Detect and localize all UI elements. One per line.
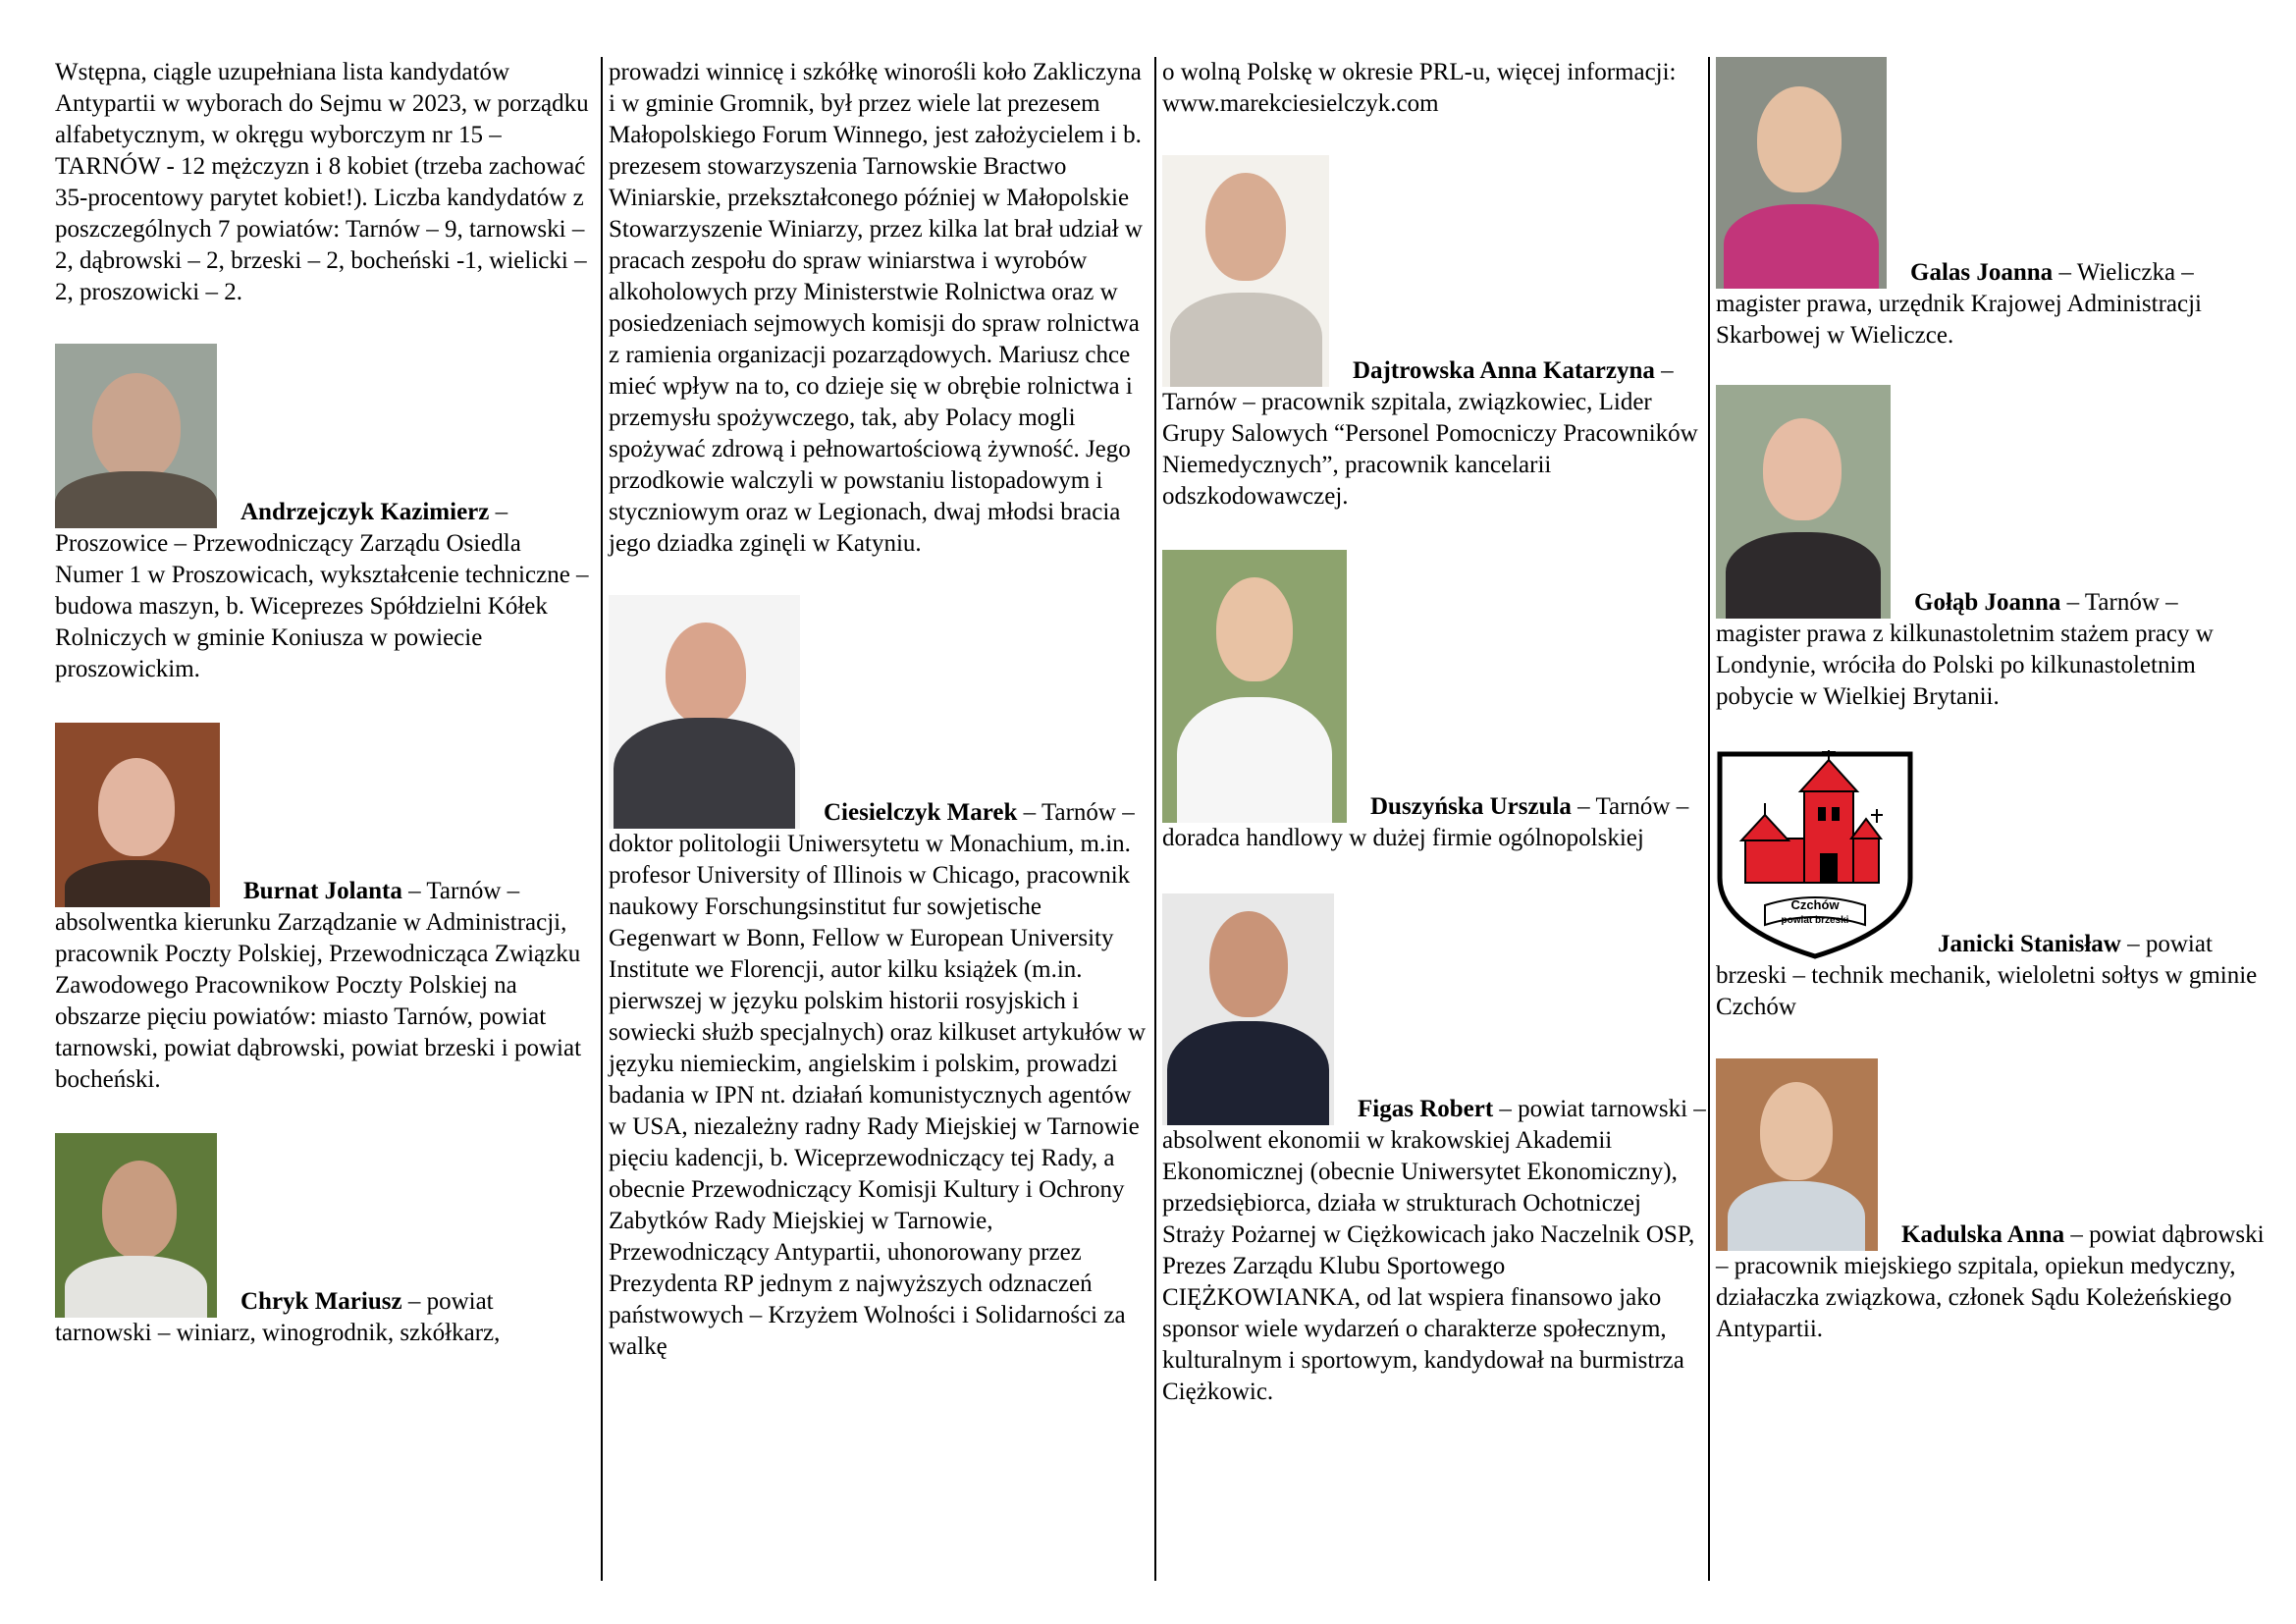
candidate-kadulska [1716,1058,2266,1345]
column-1 [55,57,595,1349]
intro-paragraph: Wstępna, ciągle uzupełniana lista kandydatów Antypartii w wyborach do Sejmu w 2023, w porządku alfabetycznym, w okręgu wyborczym nr 15 – TARNÓW - 12 mężczyzn i 8 kobiet (trzeba zachować 35-procentowy parytet kobiet!). Liczba kandydatów z poszczególnych 7 powiatów: Tarnów – 9, tarnowski – 2, dąbrowski – 2, brzeski – 2, bocheński -1, wielicki – 2, proszowicki – 2. [55,59,589,305]
candidate-photo [1162,550,1347,823]
candidate-description-continued: o wolną Polskę w okresie PRL-u, więcej informacji: www.marekciesielczyk.com [1162,59,1677,117]
column-divider-3 [1708,57,1710,1581]
candidate-description: – powiat tarnowski – winiarz, winogrodnik, szkółkarz, [55,1288,501,1346]
candidate-name: Ciesielczyk Marek [824,799,1018,826]
candidate-description: – powiat dąbrowski – pracownik miejskiego szpitala, opiekun medyczny, działaczka związkowa, członek Sądu Koleżeńskiego Antypartii. [1716,1221,2265,1342]
candidate-name: Dajtrowska Anna Katarzyna [1353,357,1655,384]
candidate-andrzejczyk [55,344,595,685]
candidate-photo [1716,57,1887,289]
candidate-name: Andrzejczyk Kazimierz [240,499,490,525]
candidate-description: – powiat brzeski – technik mechanik, wieloletni sołtys w gminie Czchów [1716,931,2258,1020]
candidate-photo [55,723,220,907]
candidate-description-continued: prowadzi winnicę i szkółkę winorośli koło Zakliczyna i w gminie Gromnik, był przez wiele lat prezesem Małopolskiego Forum Winnego, jest założycielem i b. prezesem stowarzyszenia Tarnowskie Bractwo Winiarskie, przekształconego później w Małopolskie Stowarzyszenie Winiarzy, przez kilka lat brał udział w pracach zespołu do spraw winiarstwa i wyrobów alkoholowych przy Ministerstwie Rolnictwa oraz w posiedzeniach sejmowych komisji do spraw rolnictwa z ramienia organizacji pozarządowych. Mariusz chce mieć wpływ na to, co dzieje się w obrębie rolnictwa i przemysłu spożywczego, tak, aby Polacy mogli spożywać zdrową i pełnowartościową żywność. Jego przodkowie walczyli w powstaniu listopadowym i styczniowym oraz w Legionach, dwaj młodsi bracia jego dziadka zginęli w Katyniu. [609,59,1143,557]
candidate-janicki [1716,750,2266,1023]
candidate-description: – Tarnów – pracownik szpitala, związkowiec, Lider Grupy Salowych “Personel Pomocniczy Pracowników Niemedycznych”, pracownik kancelarii odszkodowawczej. [1162,357,1698,510]
candidate-name: Figas Robert [1358,1096,1494,1122]
candidate-photo [1162,893,1334,1125]
candidate-description: – Proszowice – Przewodniczący Zarządu Osiedla Numer 1 w Proszowicach, wykształcenie techniczne – budowa maszyn, b. Wiceprezes Spółdzielni Kółek Rolniczych w gminie Koniusza w powiecie proszowickim. [55,499,589,682]
column-divider-1 [601,57,603,1581]
candidate-name: Janicki Stanisław [1938,931,2121,957]
candidate-ciesielczyk [609,595,1153,1363]
candidate-figas [1162,893,1707,1408]
candidate-description: – Tarnów – magister prawa z kilkunastoletnim stażem pracy w Londynie, wróciła do Polski po kilkunastoletnim pobycie w Wielkiej Brytanii. [1716,589,2214,710]
candidate-description: – Tarnów – doradca handlowy w dużej firmie ogólnopolskiej [1162,793,1689,851]
candidate-description: – Wieliczka – magister prawa, urzędnik Krajowej Administracji Skarbowej w Wieliczce. [1716,259,2202,349]
candidate-golab [1716,385,2266,713]
candidate-duszynska [1162,550,1707,854]
candidate-name: Kadulska Anna [1901,1221,2065,1248]
candidate-name: Chryk Mariusz [240,1288,402,1315]
candidate-galas [1716,57,2266,352]
crest-label-1: Czchów [1790,897,1840,912]
column-3 [1162,57,1707,1408]
column-2 [609,57,1153,1363]
column-4 [1716,57,2266,1345]
candidate-name: Gołąb Joanna [1914,589,2061,616]
candidate-name: Galas Joanna [1910,259,2054,286]
candidate-description: – powiat tarnowski – absolwent ekonomii w krakowskiej Akademii Ekonomicznej (obecnie Uniwersytet Ekonomiczny), przedsiębiorca, działa w strukturach Ochotniczej Straży Pożarnej w Ciężkowicach jako Naczelnik OSP, Prezes Zarządu Klubu Sportowego CIĘŻKOWIANKA, od lat wspiera finansowo jako sponsor wiele wydarzeń o charakterze społecznym, kulturalnym i sportowym, kandydował na burmistrza Ciężkowic. [1162,1096,1706,1405]
candidate-photo [1716,385,1891,619]
candidate-photo [1716,1058,1878,1251]
candidate-dajtrowska [1162,155,1707,513]
candidate-photo [55,1133,217,1318]
candidate-name: Duszyńska Urszula [1370,793,1572,820]
candidate-burnat [55,723,595,1096]
candidate-chryk [55,1133,595,1349]
column-divider-2 [1154,57,1156,1581]
candidate-photo [609,595,800,829]
crest-label-2: powiat brzeski [1781,915,1849,926]
candidate-photo [1162,155,1329,387]
candidate-description: – Tarnów – absolwentka kierunku Zarządzanie w Administracji, pracownik Poczty Polskiej, Przewodnicząca Związku Zawodowego Pracownikow Poczty Polskiej na obszarze pięciu powiatów: miasto Tarnów, powiat tarnowski, powiat dąbrowski, powiat brzeski i powiat bocheński. [55,878,582,1093]
candidate-name: Burnat Jolanta [243,878,402,904]
candidate-photo [55,344,217,528]
czchow-coat-of-arms [1716,750,1914,960]
candidate-description: – Tarnów – doktor politologii Uniwersytetu w Monachium, m.in. profesor University of Illinois w Chicago, pracownik naukowy Forschungsinstitut fur sowjetische Gegenwart w Bonn, Fellow w European University Institute we Florencji, autor kilku książek (m.in. pierwszej w języku polskim historii rosyjskich i sowiecki służb specjalnych) oraz kilkuset artykułów w języku niemieckim, angielskim i polskim, prowadzi badania w IPN nt. działań komunistycznych agentów w USA, niezależny radny Rady Miejskiej w Tarnowie pięciu kadencji, b. Wiceprzewodniczący tej Rady, a obecnie Przewodniczący Komisji Kultury i Ochrony Zabytków Rady Miejskiej w Tarnowie, Przewodniczący Antypartii, uhonorowany przez Prezydenta RP jednym z najwyższych odznaczeń państwowych – Krzyżem Wolności i Solidarności za walkę [609,799,1147,1360]
